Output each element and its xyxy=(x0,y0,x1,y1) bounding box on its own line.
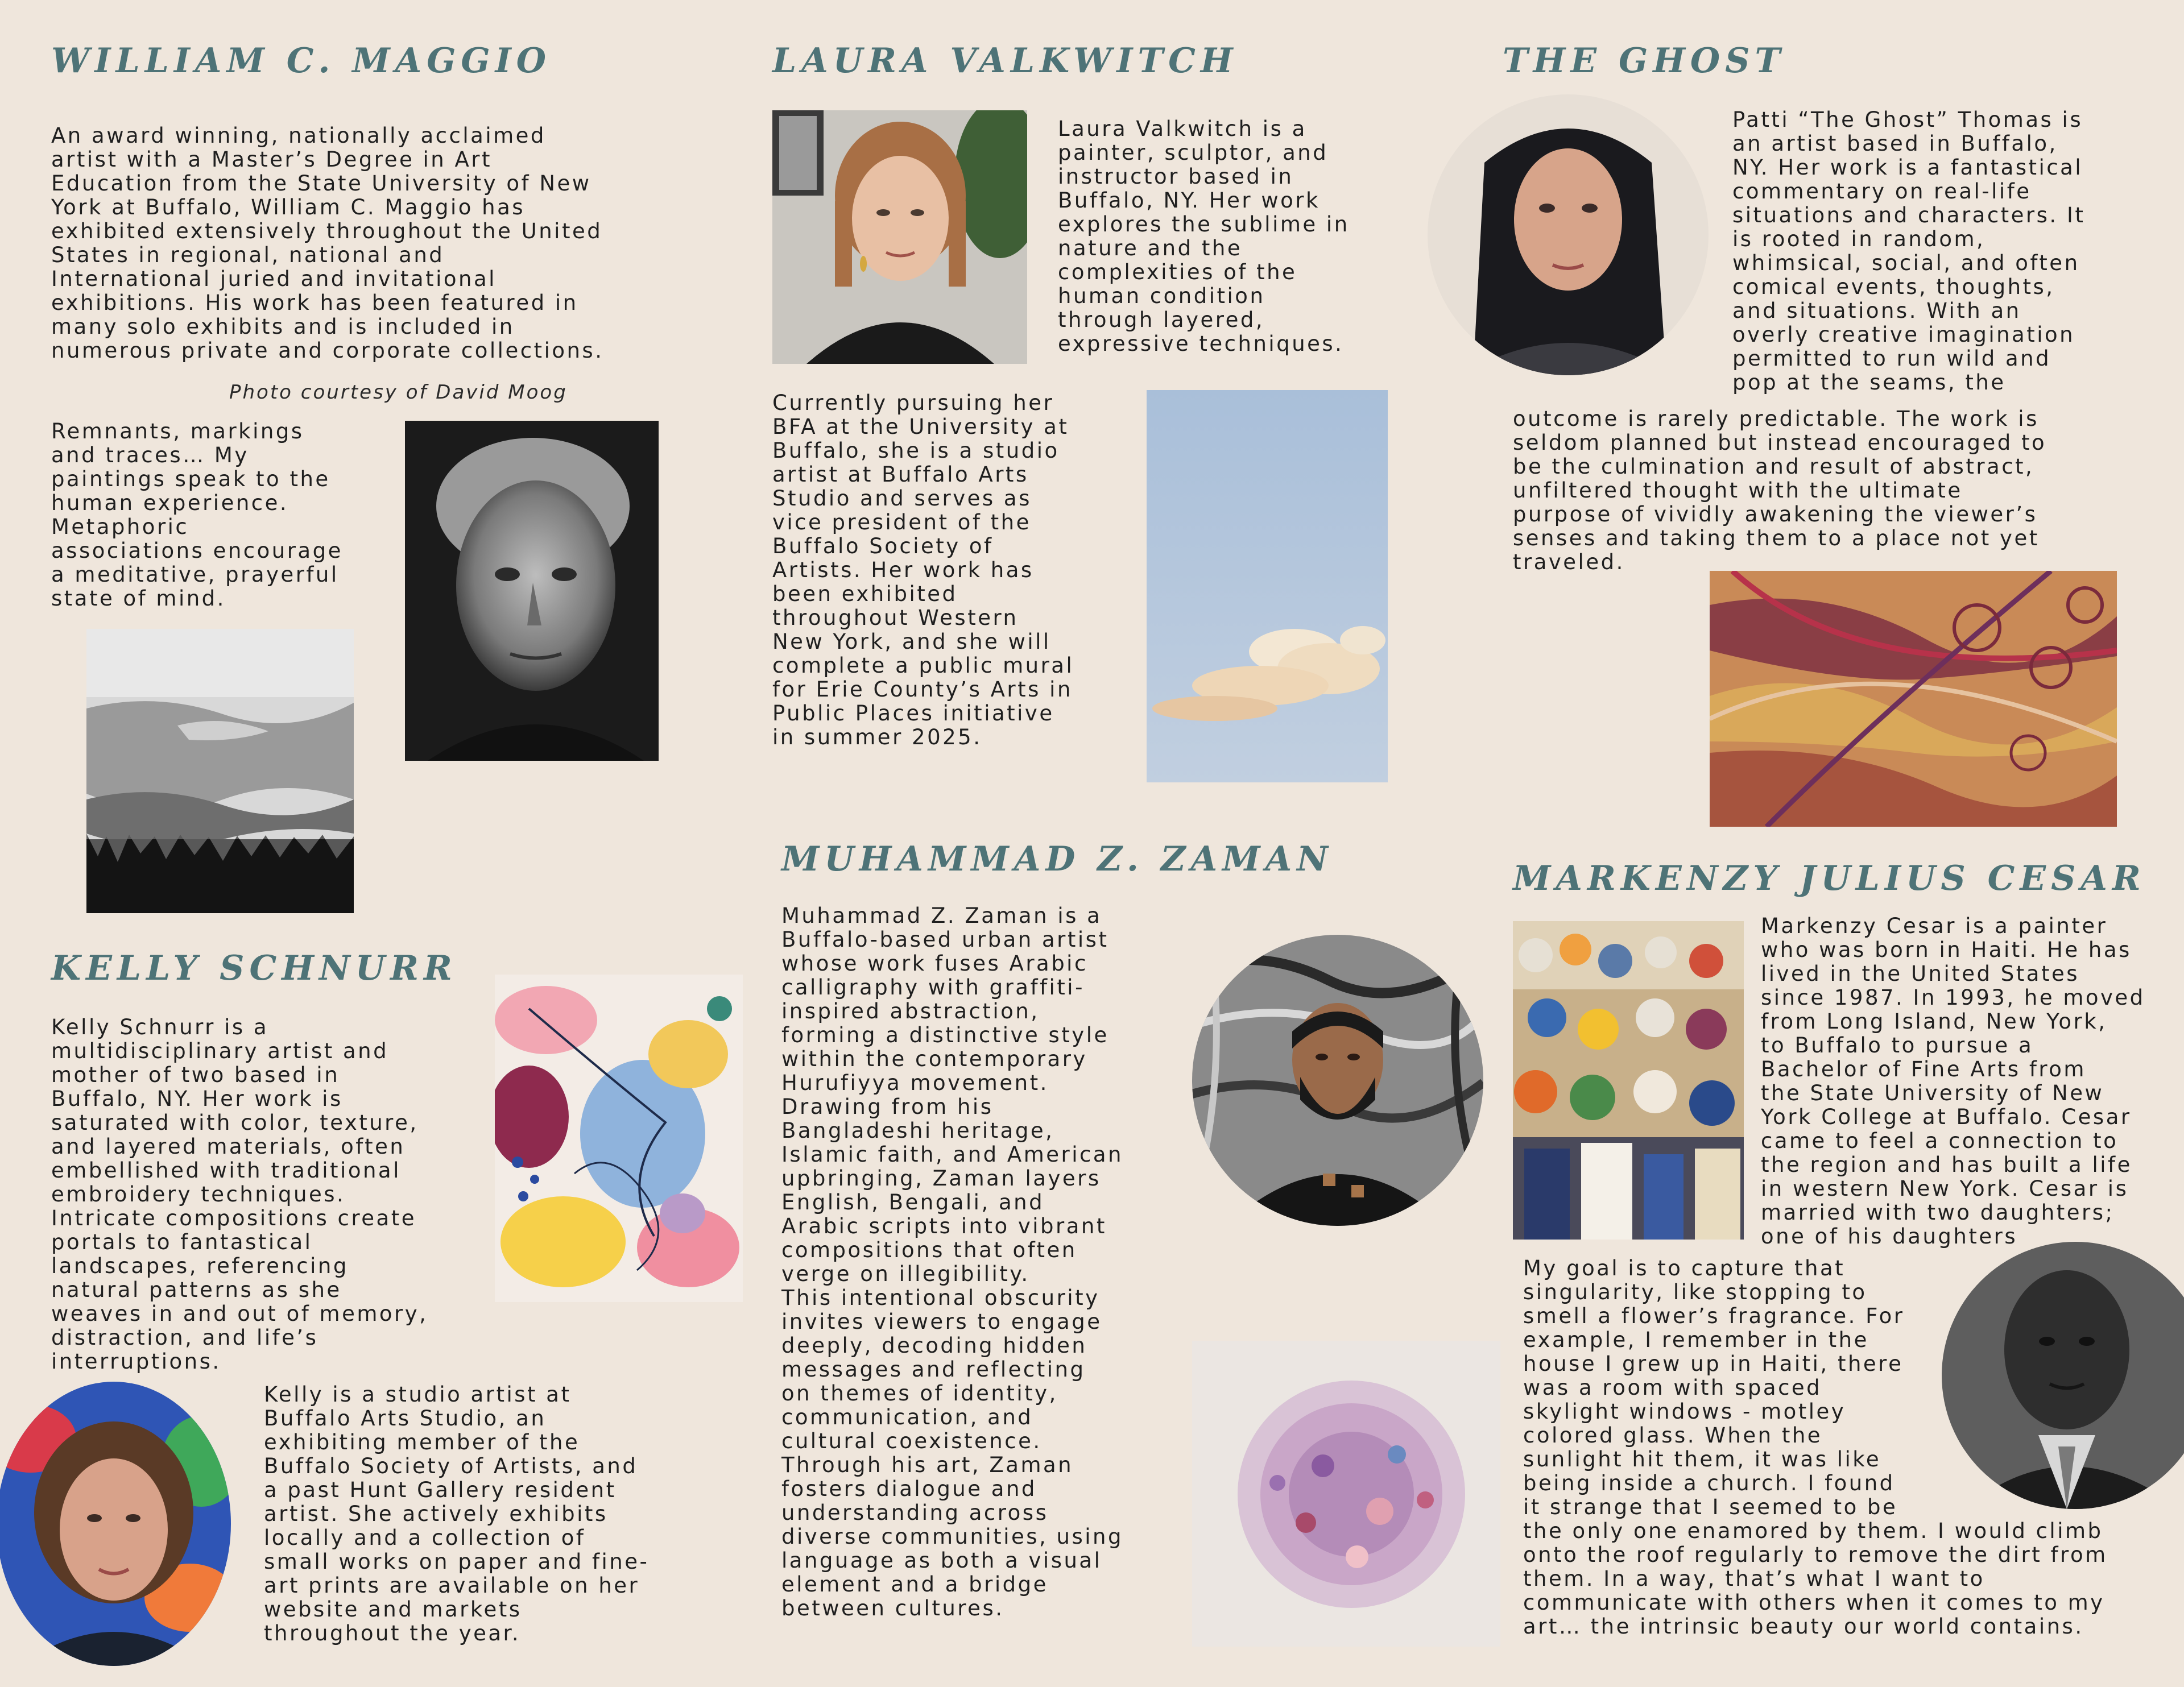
cesar-statement-continued: the only one enamored by them. I would climb onto the roof regularly to remove the dirt from them. In a way, that’s what I want to communicate with others when it comes to my art… the intrinsic beauty our world contains. xyxy=(1523,1519,2108,1639)
maggio-photo-credit: Photo courtesy of David Moog xyxy=(229,381,568,404)
artist-name-maggio: WILLIAM C. MAGGIO xyxy=(51,41,552,81)
valkwitch-bio: Laura Valkwitch is a painter, sculptor, and instructor based in Buffalo, NY. Her work explores the sublime in nature and the complexities of the human condition through layered, expressive techniques. xyxy=(1058,117,1350,356)
ghost-bio: Patti “The Ghost” Thomas is an artist based in Buffalo, NY. Her work is a fantastical commentary on real-life situations and characters. It is rooted in random, whimsical, social, and often comical events, thoughts, and situations. With an overly creative imagination permitted to run wild and pop at the seams, the xyxy=(1732,107,2086,395)
maggio-artwork xyxy=(86,629,354,913)
ghost-bio-continued: outcome is rarely predictable. The work is seldom planned but instead encouraged to be the culmination and result of abstract, unfiltered thought with the ultimate purpose of vividly awakening the viewer’s senses and taking them to a place not yet traveled. xyxy=(1513,407,2047,574)
zaman-bio: Muhammad Z. Zaman is a Buffalo-based urban artist whose work fuses Arabic calligraphy with graffiti- inspired abstraction, forming a distinctive style within the contemporary Hurufiyya movement. Drawing from his Bangladeshi heritage, Islamic faith, and American upbringing, Zaman layers English, Bengali, and Arabic scripts into vibrant compositions that often verge on illegibility. This intentional obscurity invites viewers to engage deeply, decoding hidden messages and reflecting on themes of identity, communication, and cultural coexistence. Through his art, Zaman fosters dialogue and understanding across diverse communities, using language as both a visual element and a bridge between cultures. xyxy=(781,903,1123,1620)
zaman-portrait-photo xyxy=(1192,935,1483,1226)
valkwitch-bio-continued: Currently pursuing her BFA at the University at Buffalo, she is a studio artist at Buffalo Arts Studio and serves as vice president of the Buffalo Society of Artists. Her work has been exhibited throughout Western New York, and she will complete a public mural for Erie County’s Arts in Public Places initiative in summer 2025. xyxy=(772,391,1074,749)
cesar-artwork xyxy=(1513,921,1744,1240)
schnurr-artwork xyxy=(495,975,743,1302)
schnurr-bio: Kelly Schnurr is a multidisciplinary artist and mother of two based in Buffalo, NY. Her work is saturated with color, texture, and layered materials, often embellished with traditional embroidery techniques. Intricate compositions create portals to fantastical landscapes, referencing natural patterns as she weaves in and out of memory, distraction, and life’s interruptions. xyxy=(51,1015,428,1374)
artist-name-cesar: MARKENZY JULIUS CESAR xyxy=(1513,859,2146,898)
maggio-statement: Remnants, markings and traces… My paintings speak to the human experience. Metaphoric associations encourage a meditative, prayerful state of mind. xyxy=(51,419,343,611)
cesar-statement: My goal is to capture that singularity, like stopping to smell a flower’s fragrance. For example, I remember in the house I grew up in Haiti, there was a room with spaced skylight windows - motley colored glass. When the sunlight hit them, it was like being inside a church. I found it strange that I seemed to be xyxy=(1523,1256,1905,1519)
artist-name-valkwitch: LAURA VALKWITCH xyxy=(772,41,1238,81)
maggio-bio: An award winning, nationally acclaimed artist with a Master’s Degree in Art Education from the State University of New York at Buffalo, William C. Maggio has exhibited extensively throughout the United States in regional, national and International juried and invitational exhibitions. His work has been featured in many solo exhibits and is included in numerous private and corporate collections. xyxy=(51,123,604,363)
zaman-artwork xyxy=(1192,1341,1500,1647)
cesar-portrait-photo xyxy=(1942,1242,2184,1509)
valkwitch-artwork xyxy=(1147,390,1388,782)
schnurr-portrait-photo xyxy=(0,1382,231,1666)
artist-name-schnurr: KELLY SCHNURR xyxy=(51,948,457,988)
valkwitch-portrait-photo xyxy=(772,110,1027,364)
schnurr-bio-continued: Kelly is a studio artist at Buffalo Arts Studio, an exhibiting member of the Buffalo Society of Artists, and a past Hunt Gallery resident artist. She actively exhibits locally and a collection of small works on paper and fine- art prints are available on her website and markets throughout the year. xyxy=(264,1382,650,1645)
cesar-bio: Markenzy Cesar is a painter who was born in Haiti. He has lived in the United States since 1987. In 1993, he moved from Long Island, New York, to Buffalo to pursue a Bachelor of Fine Arts from the State University of New York College at Buffalo. Cesar came to feel a connection to the region and has built a life in western New York. Cesar is married with two daughters; one of his daughters xyxy=(1761,914,2145,1249)
ghost-artwork xyxy=(1710,571,2117,827)
ghost-portrait-photo xyxy=(1428,94,1709,375)
artist-name-zaman: MUHAMMAD Z. ZAMAN xyxy=(781,839,1333,879)
maggio-portrait-photo xyxy=(405,421,659,761)
artist-name-ghost: THE GHOST xyxy=(1503,41,1786,81)
